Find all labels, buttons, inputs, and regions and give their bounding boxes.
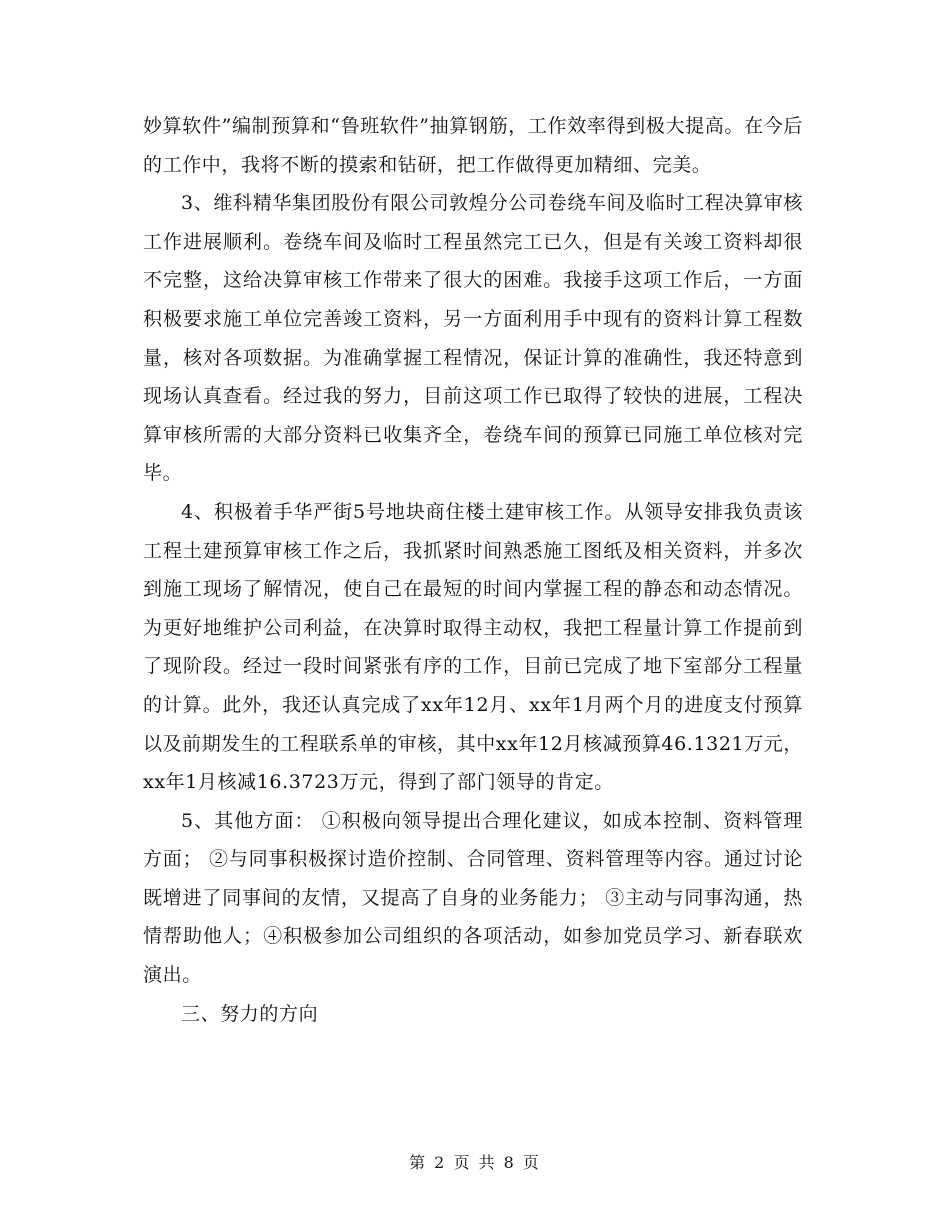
paragraph-item-3: 3、维科精华集团股份有限公司敦煌分公司卷绕车间及临时工程决算审核工作进展顺利。卷绕车间及临时工程虽然完工已久，但是有关竣工资料却很不完整，这给决算审核工作带来了很大的困难。我接手这项工作后，一方面积极要求施工单位完善竣工资料，另一方面利用手中现有的资料计算工程数量，核对各项数据。为准确掌握工程情况，保证计算的准确性，我还特意到现场认真查看。经过我的努力，目前这项工作已取得了较快的进展，工程决算审核所需的大部分资料已收集齐全，卷绕车间的预算已同施工单位核对完毕。	[143, 192, 803, 485]
document-body	[143, 107, 803, 1033]
paragraph-item-5: 5、其他方面： ①积极向领导提出合理化建议，如成本控制、资料管理方面； ②与同事积极探讨造价控制、合同管理、资料管理等内容。通过讨论既增进了同事间的友情，又提高了自身的业务能力； ③主动与同事沟通，热情帮助他人；④积极参加公司组织的各项活动，如参加党员学习、新春联欢演出。	[143, 809, 803, 987]
section-heading: 三、努力的方向	[181, 1002, 319, 1025]
page-number-label: 第 2 页 共 8 页	[409, 1153, 541, 1172]
paragraph-continuation: 妙算软件”编制预算和“鲁班软件”抽算钢筋，工作效率得到极大提高。在今后的工作中，我将不断的摸索和钻研，把工作做得更加精细、完美。	[143, 115, 803, 176]
page-footer	[0, 1150, 950, 1173]
paragraph-item-4: 4、积极着手华严街5号地块商住楼土建审核工作。从领导安排我负责该工程土建预算审核工作之后，我抓紧时间熟悉施工图纸及相关资料，并多次到施工现场了解情况，使自己在最短的时间内掌握工程的静态和动态情况。为更好地维护公司利益，在决算时取得主动权，我把工程量计算工作提前到了现阶段。经过一段时间紧张有序的工作，目前已完成了地下室部分工程量的计算。此外，我还认真完成了xx年12月、xx年1月两个月的进度支付预算以及前期发生的工程联系单的审核，其中xx年12月核减预算46.1321万元，xx年1月核减16.3723万元，得到了部门领导的肯定。	[143, 500, 803, 794]
